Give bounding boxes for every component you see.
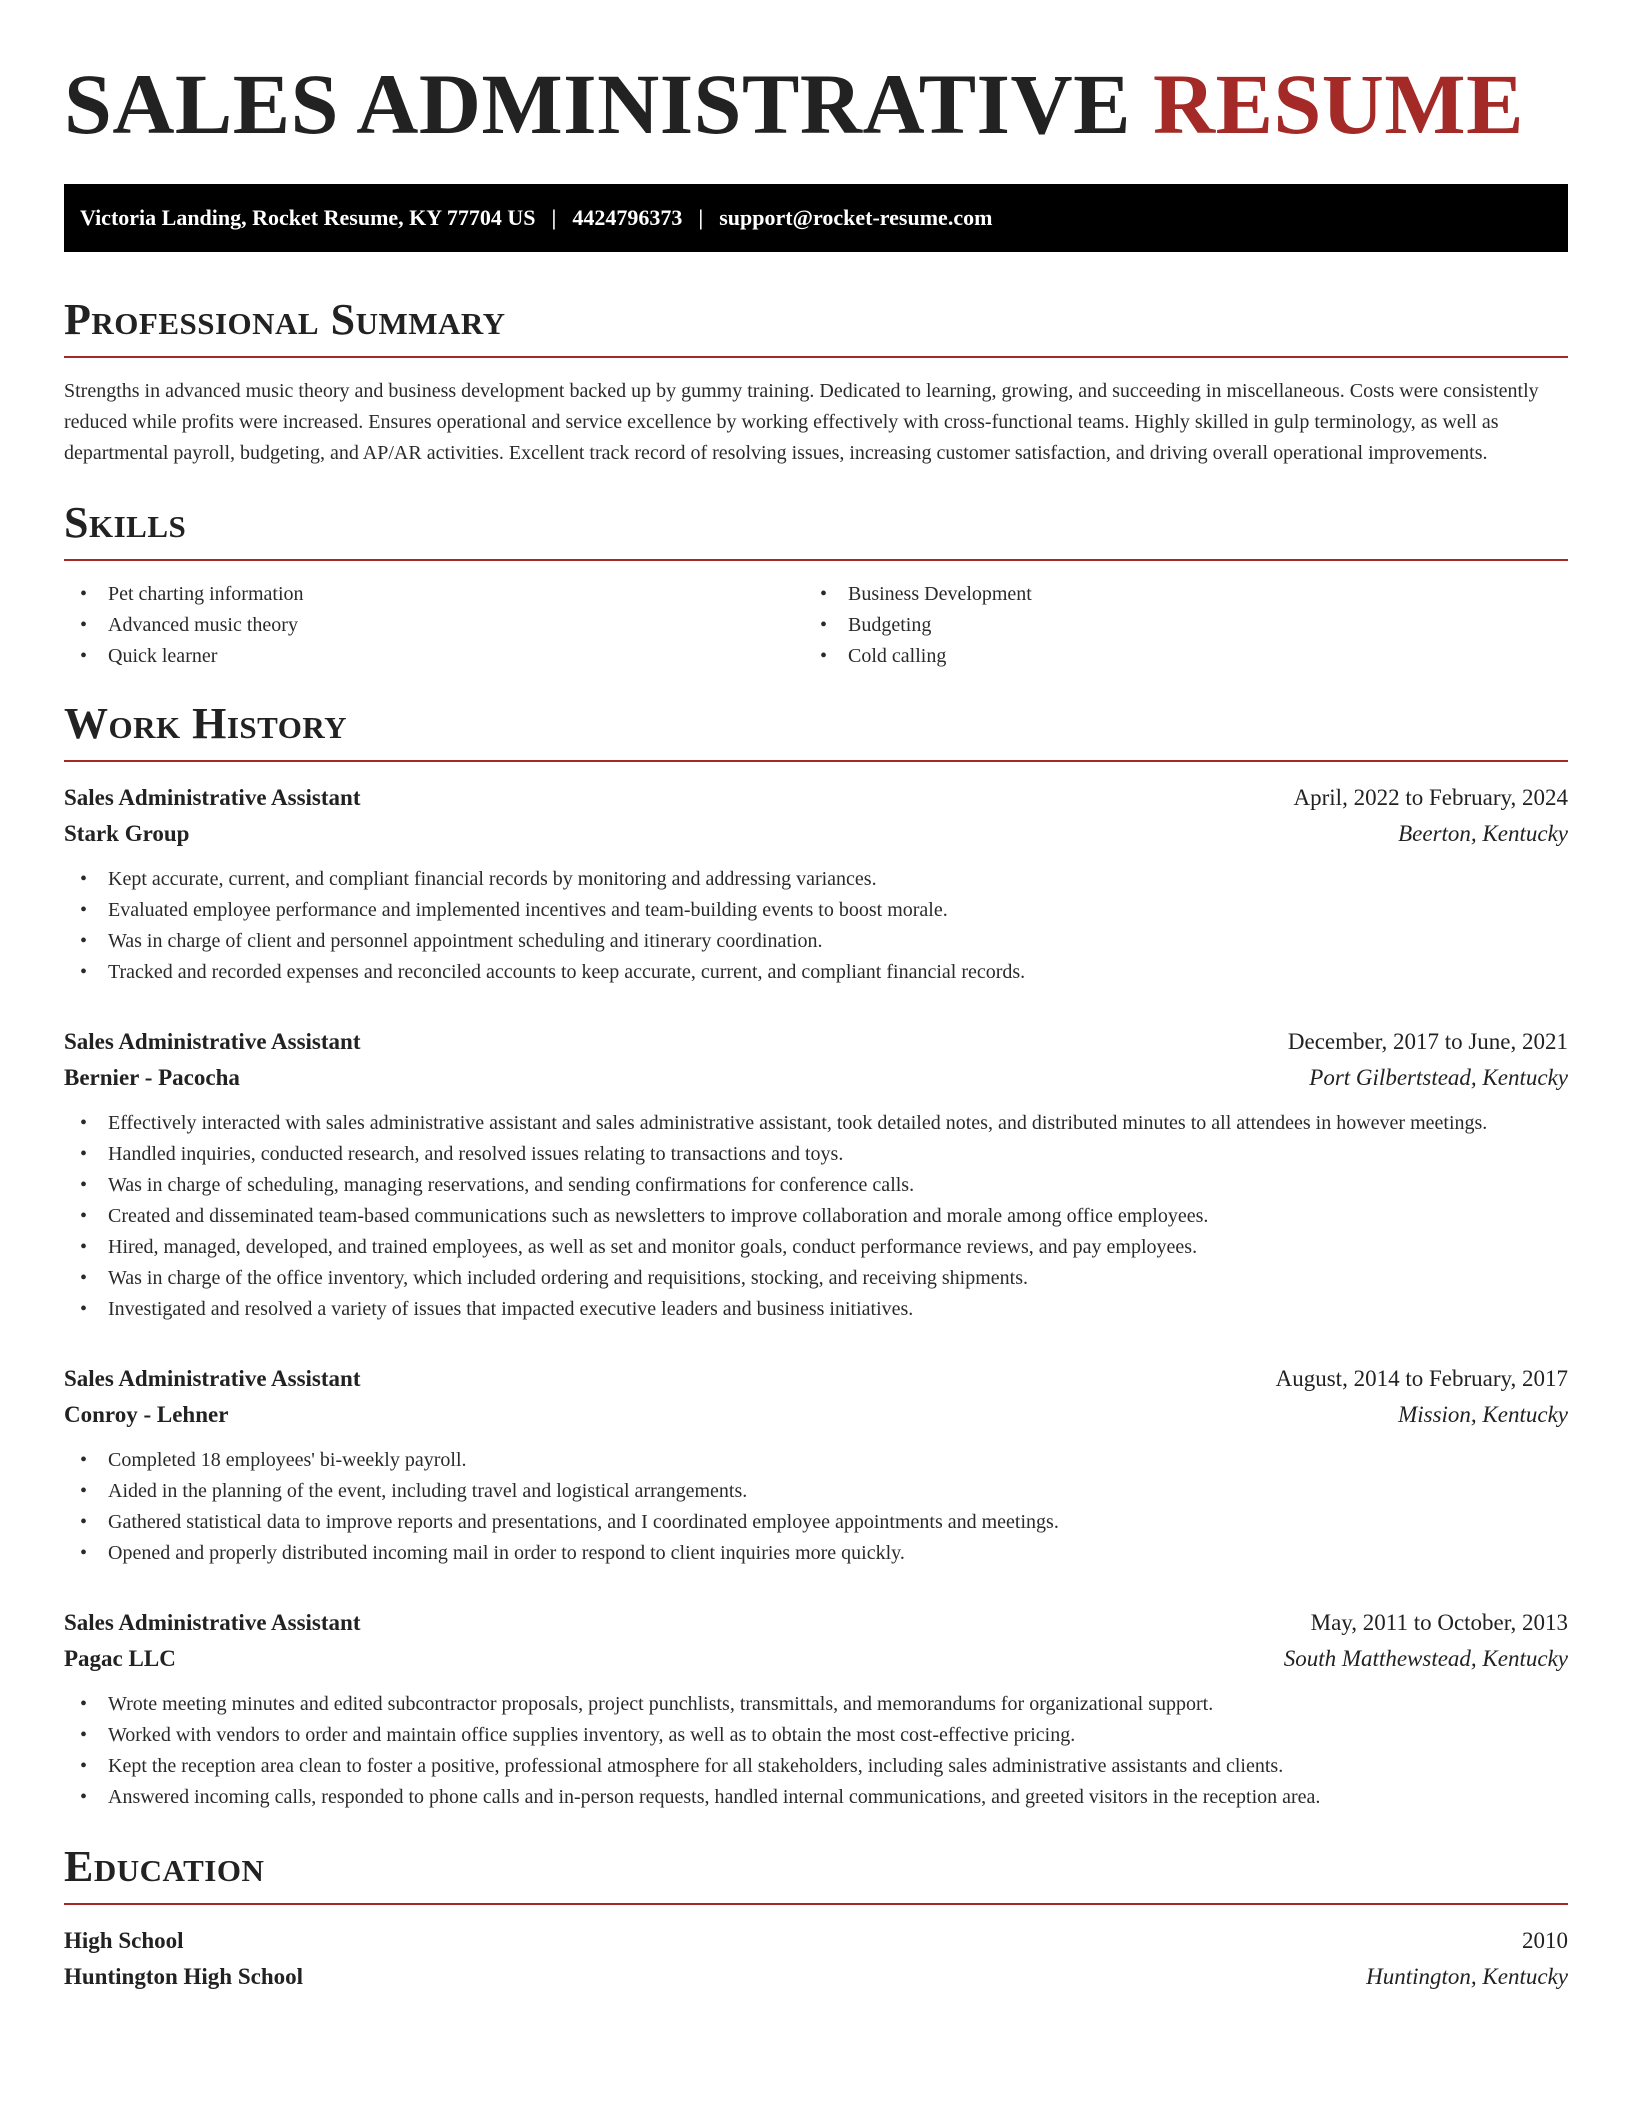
- job-location: Mission, Kentucky: [1398, 1402, 1568, 1427]
- job-bullet: • Answered incoming calls, responded to phone calls and in-person requests, handled internal communications, and greeted visitors in the reception area.: [64, 1782, 1568, 1813]
- job-location: Port Gilbertstead, Kentucky: [1309, 1065, 1568, 1090]
- skills-heading: Skills: [64, 497, 1568, 561]
- skills-section: [64, 497, 1568, 672]
- job-bullet: • Evaluated employee performance and implemented incentives and team-building events to boost morale.: [64, 895, 1568, 926]
- job-entry: [64, 1024, 1568, 1325]
- job-bullet: • Investigated and resolved a variety of issues that impacted executive leaders and business initiatives.: [64, 1294, 1568, 1325]
- education-header-row: [64, 1923, 1568, 1959]
- job-bullets: [64, 1689, 1568, 1813]
- skill-item: • Budgeting: [804, 610, 1544, 641]
- job-company-row: [64, 1641, 1568, 1677]
- contact-email: support@rocket-resume.com: [719, 205, 993, 230]
- job-entry: [64, 1361, 1568, 1569]
- work-heading: Work History: [64, 698, 1568, 762]
- job-entry: [64, 1605, 1568, 1813]
- education-section: [64, 1841, 1568, 1995]
- job-company: Stark Group: [64, 821, 190, 846]
- resume-title: [64, 56, 1568, 152]
- skill-item: • Advanced music theory: [64, 610, 804, 641]
- job-company: Pagac LLC: [64, 1646, 176, 1671]
- job-bullets: [64, 864, 1568, 988]
- job-header-row: [64, 1024, 1568, 1060]
- job-company-row: [64, 1397, 1568, 1433]
- skill-item: • Business Development: [804, 579, 1544, 610]
- job-bullet: • Wrote meeting minutes and edited subcontractor proposals, project punchlists, transmittals, and memorandums for organizational support.: [64, 1689, 1568, 1720]
- job-bullet: • Aided in the planning of the event, including travel and logistical arrangements.: [64, 1476, 1568, 1507]
- job-header-row: [64, 780, 1568, 816]
- education-school: Huntington High School: [64, 1964, 304, 1989]
- education-heading: Education: [64, 1841, 1568, 1905]
- job-bullet: • Hired, managed, developed, and trained employees, as well as set and monitor goals, conduct performance reviews, and pay employees.: [64, 1232, 1568, 1263]
- contact-separator: |: [551, 205, 557, 230]
- job-bullet: • Tracked and recorded expenses and reconciled accounts to keep accurate, current, and compliant financial records.: [64, 957, 1568, 988]
- job-company-row: [64, 816, 1568, 852]
- job-bullet: • Worked with vendors to order and maintain office supplies inventory, as well as to obtain the most cost-effective pricing.: [64, 1720, 1568, 1751]
- work-section: [64, 698, 1568, 1813]
- job-dates: April, 2022 to February, 2024: [1293, 785, 1568, 810]
- job-bullet: • Kept the reception area clean to foster a positive, professional atmosphere for all stakeholders, including sales administrative assistants and clients.: [64, 1751, 1568, 1782]
- job-bullet: • Kept accurate, current, and compliant financial records by monitoring and addressing variances.: [64, 864, 1568, 895]
- job-header-row: [64, 1361, 1568, 1397]
- job-title: Sales Administrative Assistant: [64, 785, 361, 810]
- skills-list: [64, 579, 1568, 672]
- job-title: Sales Administrative Assistant: [64, 1029, 361, 1054]
- skills-column-2: [804, 579, 1544, 672]
- job-bullet: • Effectively interacted with sales administrative assistant and sales administrative assistant, took detailed notes, and distributed minutes to all attendees in however meetings.: [64, 1108, 1568, 1139]
- job-company: Bernier - Pacocha: [64, 1065, 240, 1090]
- job-bullets: [64, 1445, 1568, 1569]
- job-bullet: • Gathered statistical data to improve reports and presentations, and I coordinated employee appointments and meetings.: [64, 1507, 1568, 1538]
- contact-bar: [64, 184, 1568, 252]
- job-title: Sales Administrative Assistant: [64, 1610, 361, 1635]
- job-bullet: • Was in charge of the office inventory, which included ordering and requisitions, stocking, and receiving shipments.: [64, 1263, 1568, 1294]
- job-dates: December, 2017 to June, 2021: [1287, 1029, 1568, 1054]
- skill-item: • Cold calling: [804, 641, 1544, 672]
- job-company: Conroy - Lehner: [64, 1402, 229, 1427]
- education-degree: High School: [64, 1928, 184, 1953]
- resume-title-accent: RESUME: [1153, 56, 1524, 152]
- job-entry: [64, 780, 1568, 988]
- contact-separator: |: [698, 205, 704, 230]
- summary-section: [64, 294, 1568, 469]
- education-location: Huntington, Kentucky: [1366, 1964, 1568, 1989]
- job-title: Sales Administrative Assistant: [64, 1366, 361, 1391]
- resume-title-main: SALES ADMINISTRATIVE: [64, 56, 1131, 152]
- job-company-row: [64, 1060, 1568, 1096]
- job-location: Beerton, Kentucky: [1398, 821, 1568, 846]
- job-bullet: • Was in charge of client and personnel appointment scheduling and itinerary coordination.: [64, 926, 1568, 957]
- education-year: 2010: [1522, 1928, 1568, 1953]
- contact-address: Victoria Landing, Rocket Resume, KY 77704 US: [80, 205, 536, 230]
- skill-item: • Pet charting information: [64, 579, 804, 610]
- education-entry: [64, 1923, 1568, 1995]
- job-dates: August, 2014 to February, 2017: [1275, 1366, 1568, 1391]
- contact-phone: 4424796373: [572, 205, 683, 230]
- skills-column-1: [64, 579, 804, 672]
- job-bullet: • Was in charge of scheduling, managing reservations, and sending confirmations for conference calls.: [64, 1170, 1568, 1201]
- job-bullet: • Handled inquiries, conducted research, and resolved issues relating to transactions and toys.: [64, 1139, 1568, 1170]
- job-bullet: • Created and disseminated team-based communications such as newsletters to improve collaboration and morale among office employees.: [64, 1201, 1568, 1232]
- job-bullet: • Opened and properly distributed incoming mail in order to respond to client inquiries more quickly.: [64, 1538, 1568, 1569]
- summary-text: Strengths in advanced music theory and business development backed up by gummy training. Dedicated to learning, growing, and succeeding in miscellaneous. Costs were consistently reduced while profits were increased. Ensures operational and service excellence by working effectively with cross-functional teams. Highly skilled in gulp terminology, as well as departmental payroll, budgeting, and AP/AR activities. Excellent track record of resolving issues, increasing customer satisfaction, and driving overall operational improvements.: [64, 380, 1539, 464]
- education-school-row: [64, 1959, 1568, 1995]
- summary-heading: Professional Summary: [64, 294, 1568, 358]
- job-dates: May, 2011 to October, 2013: [1310, 1610, 1568, 1635]
- job-bullet: • Completed 18 employees' bi-weekly payroll.: [64, 1445, 1568, 1476]
- job-bullets: [64, 1108, 1568, 1325]
- job-header-row: [64, 1605, 1568, 1641]
- skill-item: • Quick learner: [64, 641, 804, 672]
- job-location: South Matthewstead, Kentucky: [1283, 1646, 1568, 1671]
